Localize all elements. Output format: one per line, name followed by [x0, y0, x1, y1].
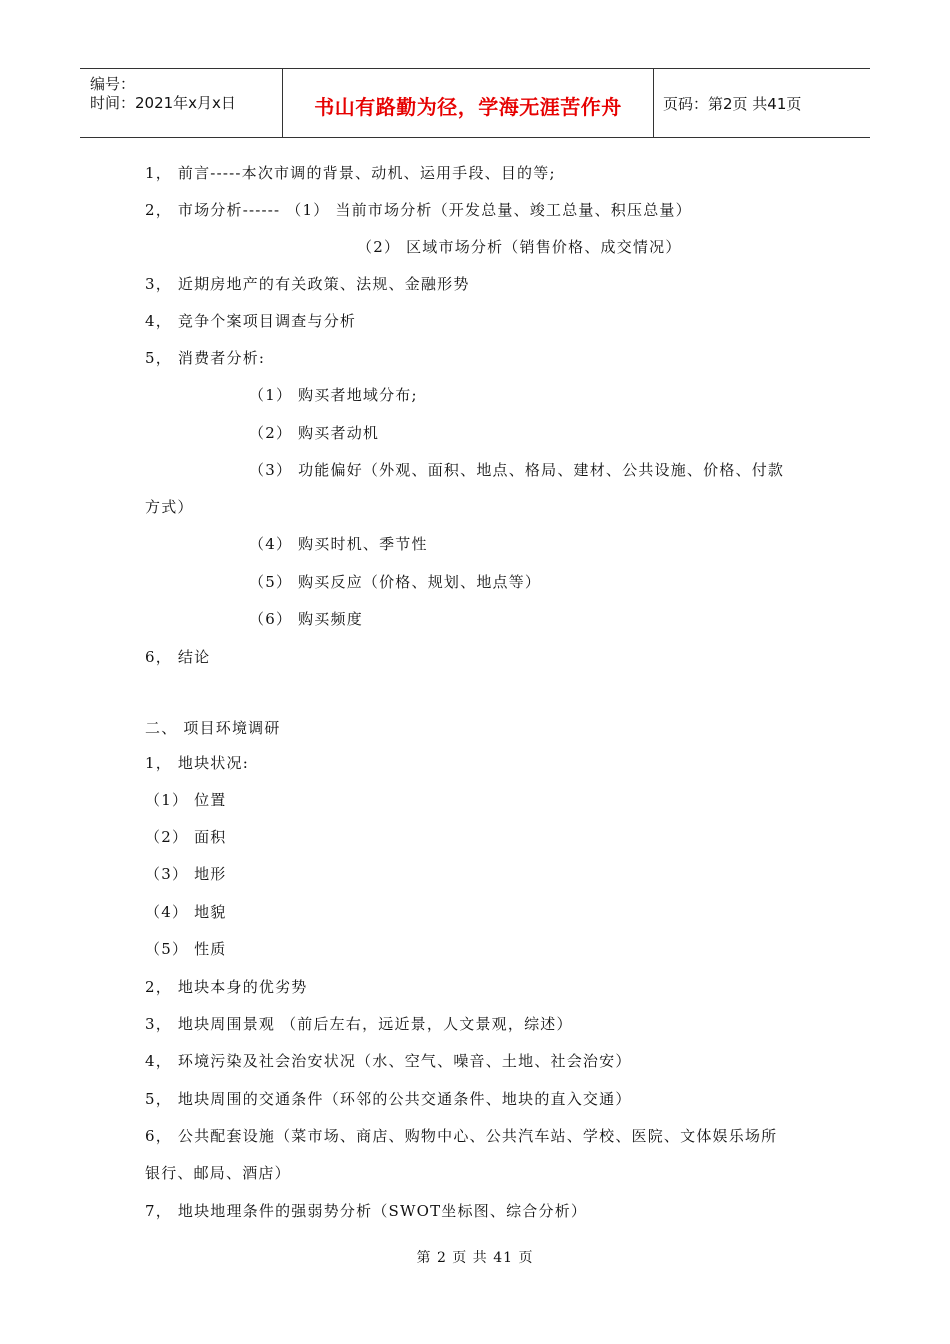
- page-code: 页码：第2页 共41页: [663, 95, 802, 113]
- page-header: [80, 68, 870, 138]
- outline-line: 7， 地块地理条件的强弱势分析（SWOT坐标图、综合分析）: [145, 1202, 588, 1220]
- outline-line: 方式）: [145, 498, 194, 516]
- outline-line: 1， 前言-----本次市调的背景、动机、运用手段、目的等;: [145, 164, 556, 182]
- outline-line: 3， 地块周围景观 （前后左右，远近景，人文景观，综述）: [145, 1015, 573, 1033]
- outline-line: 2， 市场分析------ （1） 当前市场分析（开发总量、竣工总量、积压总量）: [145, 201, 692, 219]
- outline-line: 6， 结论: [145, 648, 211, 666]
- time-label: 时间：2021年x月x日: [90, 94, 236, 112]
- outline-line: 3， 近期房地产的有关政策、法规、金融形势: [145, 275, 470, 293]
- motto-text: 书山有路勤为径，学海无涯苦作舟: [314, 95, 622, 119]
- outline-line: （2） 面积: [145, 828, 227, 846]
- outline-line: （3） 地形: [145, 865, 227, 883]
- header-page-cell: [653, 69, 870, 137]
- outline-line: 4， 环境污染及社会治安状况（水、空气、噪音、土地、社会治安）: [145, 1052, 632, 1070]
- outline-line: 1， 地块状况:: [145, 754, 249, 772]
- page-footer: 第 2 页 共 41 页: [416, 1250, 534, 1266]
- outline-line: （4） 购买时机、季节性: [249, 535, 428, 553]
- outline-line: 5， 地块周围的交通条件（环邻的公共交通条件、地块的直入交通）: [145, 1090, 632, 1108]
- outline-line: （2） 购买者动机: [249, 424, 380, 442]
- outline-line: （1） 购买者地域分布;: [249, 386, 418, 404]
- outline-line: （1） 位置: [145, 791, 227, 809]
- outline-line: 4， 竞争个案项目调查与分析: [145, 312, 357, 330]
- section-heading: 二、 项目环境调研: [145, 719, 281, 737]
- header-meta-cell: [80, 69, 282, 137]
- outline-line: 银行、邮局、酒店）: [145, 1164, 291, 1182]
- outline-line: （5） 性质: [145, 940, 227, 958]
- number-label: 编号：: [90, 75, 136, 93]
- outline-line: （5） 购买反应（价格、规划、地点等）: [249, 573, 542, 591]
- outline-line: 6， 公共配套设施（菜市场、商店、购物中心、公共汽车站、学校、医院、文体娱乐场所: [145, 1127, 778, 1145]
- header-motto-cell: [282, 69, 654, 137]
- outline-line: （4） 地貌: [145, 903, 227, 921]
- outline-line: 2， 地块本身的优劣势: [145, 978, 308, 996]
- outline-line: （3） 功能偏好（外观、面积、地点、格局、建材、公共设施、价格、付款: [249, 461, 785, 479]
- outline-line: （6） 购买频度: [249, 610, 363, 628]
- outline-line: 5， 消费者分析:: [145, 349, 266, 367]
- outline-line: （2） 区域市场分析（销售价格、成交情况）: [357, 238, 682, 256]
